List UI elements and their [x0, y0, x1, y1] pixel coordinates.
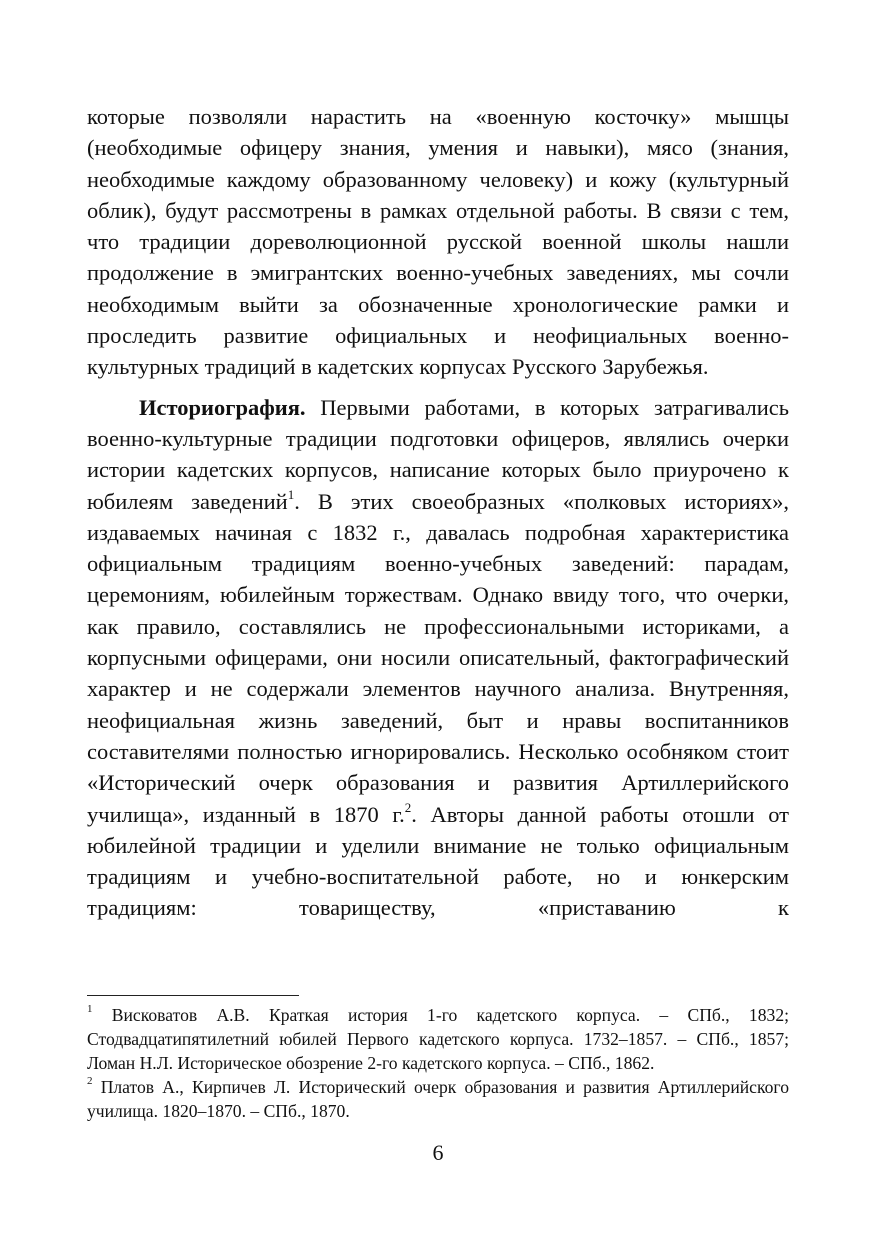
footnote-1-text: Висковатов А.В. Краткая история 1-го кадетского корпуса. – СПб., 1832; Стодвадцатипятилетний юбилей Первого кадетского корпуса. 1732–1857. – СПб., 1857; Ломан Н.Л. Историческое обозрение 2-го кадетского корпуса. – СПб., 1862.: [87, 1005, 789, 1073]
footnote-2: [87, 1075, 789, 1123]
footnote-separator: [87, 995, 299, 996]
historiography-paragraph: [87, 392, 789, 924]
historiography-text-part2: . В этих своеобразных «полковых историях», издаваемых начиная с 1832 г., давалась подробная характеристика официальным традициям военно-учебных заведений: парадам, церемониям, юбилейным торжествам. Однако ввиду того, что очерки, как правило, составлялись не профессиональными историками, а корпусными офицерами, они носили описательный, фактографический характер и не содержали элементов научного анализа. Внутренняя, неофициальная жизнь заведений, быт и нравы воспитанников составителями полностью игнорировались. Несколько особняком стоит «Исторический очерк образования и развития Артиллерийского училища», изданный в 1870 г.: [87, 488, 789, 827]
footnote-ref-2[interactable]: 2: [404, 800, 412, 816]
historiography-heading: Историография.: [139, 394, 306, 420]
historiography-text-part3: . Авторы данной работы отошли от юбилейной традиции и уделили внимание не только официальным традициям и учебно-воспитательной работе, но и юнкерским традициям: товариществу, «приставанию к: [87, 801, 789, 921]
footnote-ref-1[interactable]: 1: [287, 487, 295, 503]
main-text: [87, 101, 789, 924]
historiography-text-part1: Первыми работами, в которых затрагивались военно-культурные традиции подготовки офицеров, являлись очерки истории кадетских корпусов, написание которых было приурочено к юбилеям заведений: [87, 394, 789, 514]
footnote-2-text: Платов А., Кирпичев Л. Исторический очерк образования и развития Артиллерийского училища. 1820–1870. – СПб., 1870.: [87, 1077, 789, 1121]
continued-paragraph: которые позволяли нарастить на «военную косточку» мышцы (необходимые офицеру знания, умения и навыки), мясо (знания, необходимые каждому образованному человеку) и кожу (культурный облик), будут рассмотрены в рамках отдельной работы. В связи с тем, что традиции дореволюционной русской военной школы нашли продолжение в эмигрантских военно-учебных заведениях, мы сочли необходимым выйти за обозначенные хронологические рамки и проследить развитие официальных и неофициальных военно-культурных традиций в кадетских корпусах Русского Зарубежья.: [87, 104, 789, 380]
footnote-1: [87, 1003, 789, 1075]
footnote-1-number: 1: [87, 1003, 93, 1016]
page-number: 6: [432, 1140, 444, 1165]
footnotes: [87, 1003, 789, 1123]
footnote-2-number: 2: [87, 1075, 93, 1088]
